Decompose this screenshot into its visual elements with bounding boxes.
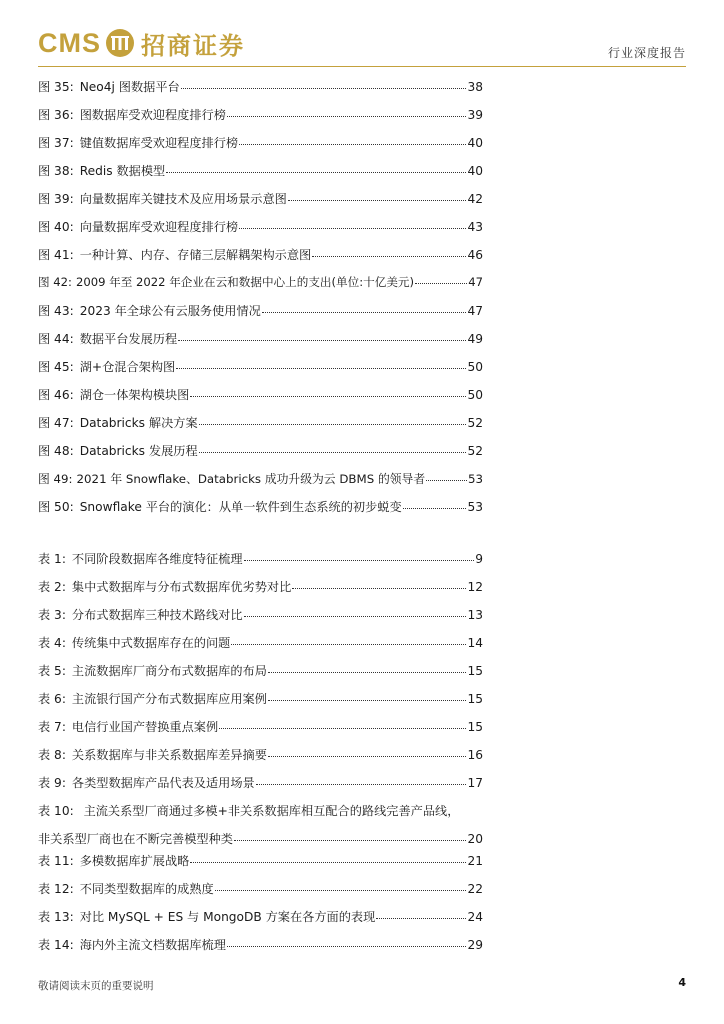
toc-figure-47[interactable]: 图 47: Databricks 解决方案 52 — [38, 414, 483, 434]
header-divider — [38, 66, 686, 67]
page-header — [0, 0, 724, 70]
toc-table-13[interactable]: 表 13: 对比 MySQL + ES 与 MongoDB 方案在各方面的表现 24 — [38, 908, 483, 928]
toc-table-9[interactable]: 表 9: 各类型数据库产品代表及适用场景 17 — [38, 774, 483, 794]
logo-chinese-text: 招商证券 — [141, 30, 245, 60]
toc-table-12[interactable]: 表 12: 不同类型数据库的成熟度 22 — [38, 880, 483, 900]
toc-table-8[interactable]: 表 8: 关系数据库与非关系数据库差异摘要 16 — [38, 746, 483, 766]
toc-table-14[interactable]: 表 14: 海内外主流文档数据库梳理 29 — [38, 936, 483, 956]
report-type-label: 行业深度报告 — [607, 46, 686, 60]
toc-figure-39[interactable]: 图 39: 向量数据库关键技术及应用场景示意图 42 — [38, 190, 483, 210]
toc-table-1[interactable]: 表 1: 不同阶段数据库各维度特征梳理 9 — [38, 550, 483, 570]
toc-figure-50[interactable]: 图 50: Snowflake 平台的演化：从单一软件到生态系统的初步蜕变 53 — [38, 498, 483, 518]
toc-figure-43[interactable]: 图 43: 2023 年全球公有云服务使用情况 47 — [38, 302, 483, 322]
toc-table-7[interactable]: 表 7: 电信行业国产替换重点案例 15 — [38, 718, 483, 738]
toc-figure-40[interactable]: 图 40: 向量数据库受欢迎程度排行榜 43 — [38, 218, 483, 238]
toc-table-3[interactable]: 表 3: 分布式数据库三种技术路线对比 13 — [38, 606, 483, 626]
toc-figure-37[interactable]: 图 37: 键值数据库受欢迎程度排行榜 40 — [38, 134, 483, 154]
toc-table-4[interactable]: 表 4: 传统集中式数据库存在的问题 14 — [38, 634, 483, 654]
toc-table-2[interactable]: 表 2: 集中式数据库与分布式数据库优劣势对比 12 — [38, 578, 483, 598]
footer-disclaimer: 敬请阅读末页的重要说明 — [38, 980, 154, 992]
toc-figure-36[interactable]: 图 36: 图数据库受欢迎程度排行榜 39 — [38, 106, 483, 126]
toc-figure-48[interactable]: 图 48: Databricks 发展历程 52 — [38, 442, 483, 462]
toc-figure-45[interactable]: 图 45: 湖+仓混合架构图 50 — [38, 358, 483, 378]
logo-cms-text: CMS — [38, 27, 101, 58]
toc-figure-35[interactable]: 图 35: Neo4j 图数据平台 38 — [38, 78, 483, 98]
toc-figure-44[interactable]: 图 44: 数据平台发展历程 49 — [38, 330, 483, 350]
toc-figure-46[interactable]: 图 46: 湖仓一体架构模块图 50 — [38, 386, 483, 406]
logo-emblem-icon — [105, 28, 135, 58]
page-number: 4 — [678, 976, 686, 989]
toc-figure-41[interactable]: 图 41: 一种计算、内存、存储三层解耦架构示意图 46 — [38, 246, 483, 266]
toc-table-5[interactable]: 表 5: 主流数据库厂商分布式数据库的布局 15 — [38, 662, 483, 682]
cms-logo — [38, 26, 245, 60]
toc-table-6[interactable]: 表 6: 主流银行国产分布式数据库应用案例 15 — [38, 690, 483, 710]
toc-table-11[interactable]: 表 11: 多模数据库扩展战略 21 — [38, 852, 483, 872]
toc-figure-42[interactable]: 图 42: 2009 年至 2022 年企业在云和数据中心上的支出(单位:十亿美元) 47 — [38, 274, 483, 294]
toc-figure-49[interactable]: 图 49: 2021 年 Snowflake、Databricks 成功升级为云 DBMS 的领导者 53 — [38, 470, 483, 490]
toc-figure-38[interactable]: 图 38: Redis 数据模型 40 — [38, 162, 483, 182]
toc-table-10[interactable]: 表 10: 主流关系型厂商通过多模+非关系数据库相互配合的路线完善产品线， 非关系型厂商也在不断完善模型种类 20 — [38, 804, 483, 846]
